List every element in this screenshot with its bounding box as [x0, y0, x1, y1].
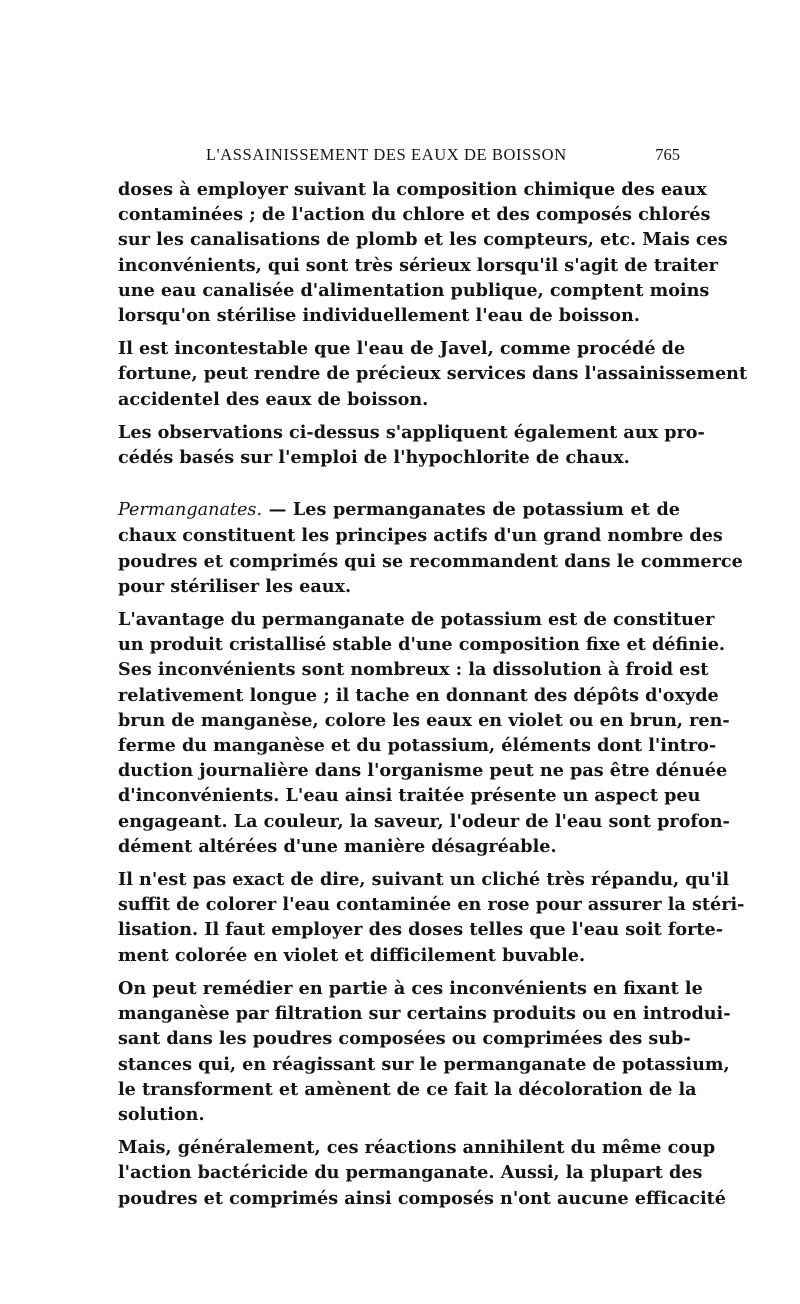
text-line: On peut remédier en partie à ces inconvénients en fixant le: [118, 977, 703, 999]
section-first-paragraph: [118, 523, 743, 599]
text-line: accidentel des eaux de boisson.: [118, 388, 429, 410]
text-line: fortune, peut rendre de précieux services dans l'assainissement: [118, 363, 748, 385]
paragraph-gap: [118, 599, 680, 607]
text-line: brun de manganèse, colore les eaux en violet ou en brun, ren-: [118, 709, 730, 731]
paragraph: [118, 867, 745, 968]
text-line: L'avantage du permanganate de potassium est de constituer: [118, 609, 715, 631]
text-line: ferme du manganèse et du potassium, éléments dont l'intro-: [118, 735, 717, 757]
text-line: chaux constituent les principes actifs d'un grand nombre des: [118, 525, 723, 547]
text-line: inconvénients, qui sont très sérieux lorsqu'il s'agit de traiter: [118, 254, 718, 276]
text-line: l'action bactéricide du permanganate. Aussi, la plupart des: [118, 1162, 703, 1184]
paragraph-gap: [118, 328, 680, 336]
page-number: 765: [655, 145, 680, 164]
paragraph-gap: [118, 412, 680, 420]
paragraph: [118, 420, 705, 470]
section-paragraphs: [118, 599, 745, 1211]
text-line: poudres et comprimés ainsi composés n'ont aucune efficacité: [118, 1187, 726, 1209]
text-line: relativement longue ; il tache en donnant des dépôts d'oxyde: [118, 684, 719, 706]
text-line: suffit de colorer l'eau contaminée en rose pour assurer la stéri-: [118, 894, 745, 916]
text-line: d'inconvénients. L'eau ainsi traitée présente un aspect peu: [118, 785, 701, 807]
body-text: [118, 177, 748, 1211]
text-line: dément altérées d'une manière désagréable.: [118, 835, 557, 857]
paragraph: [118, 1135, 726, 1211]
text-line: contaminées ; de l'action du chlore et des composés chlorés: [118, 204, 711, 226]
paragraph-gap: [118, 1127, 680, 1135]
text-line: poudres et comprimés qui se recommandent dans le commerce: [118, 550, 743, 572]
text-line: engageant. La couleur, la saveur, l'odeur de l'eau sont profon-: [118, 810, 730, 832]
paragraph-gap: [118, 859, 680, 867]
book-page: [118, 145, 748, 1211]
text-line: lorsqu'on stérilise individuellement l'eau de boisson.: [118, 305, 640, 327]
text-line: cédés basés sur l'emploi de l'hypochlorite de chaux.: [118, 447, 630, 469]
intro-paragraphs: [118, 177, 748, 470]
text-line: un produit cristallisé stable d'une composition fixe et définie.: [118, 634, 726, 656]
section-heading-line: [118, 497, 680, 523]
paragraph-gap: [118, 968, 680, 976]
text-line: Ses inconvénients sont nombreux : la dissolution à froid est: [118, 659, 709, 681]
text-line: ment colorée en violet et difficilement buvable.: [118, 944, 586, 966]
running-title: L'ASSAINISSEMENT DES EAUX DE BOISSON: [206, 145, 567, 164]
text-line: le transforment et amènent de ce fait la décoloration de la: [118, 1078, 697, 1100]
text-line: sant dans les poudres composées ou comprimées des sub-: [118, 1028, 691, 1050]
text-line: sur les canalisations de plomb et les compteurs, etc. Mais ces: [118, 229, 728, 251]
text-line: lisation. Il faut employer des doses telles que l'eau soit forte-: [118, 919, 724, 941]
text-line: Les observations ci-dessus s'appliquent également aux pro-: [118, 421, 705, 443]
permanganates-section: [118, 497, 745, 1210]
paragraph: [118, 976, 731, 1127]
paragraph: [118, 177, 728, 328]
section-heading-rest: — Les permanganates de potassium et de: [262, 499, 680, 521]
paragraph: [118, 336, 748, 412]
section-heading: Permanganates.: [118, 500, 263, 521]
text-line: Mais, généralement, ces réactions annihilent du même coup: [118, 1137, 716, 1159]
text-line: Il est incontestable que l'eau de Javel, comme procédé de: [118, 338, 686, 360]
running-header: [118, 145, 680, 171]
text-line: doses à employer suivant la composition chimique des eaux: [118, 179, 707, 200]
text-line: pour stériliser les eaux.: [118, 575, 352, 597]
section-gap: [118, 470, 680, 497]
text-line: une eau canalisée d'alimentation publique, comptent moins: [118, 279, 710, 301]
text-line: Il n'est pas exact de dire, suivant un cliché très répandu, qu'il: [118, 869, 730, 891]
text-line: manganèse par filtration sur certains produits ou en introdui-: [118, 1003, 731, 1025]
text-line: duction journalière dans l'organisme peut ne pas être dénuée: [118, 760, 728, 782]
paragraph: [118, 607, 730, 859]
text-line: stances qui, en réagissant sur le permanganate de potassium,: [118, 1053, 730, 1075]
text-line: solution.: [118, 1103, 205, 1125]
